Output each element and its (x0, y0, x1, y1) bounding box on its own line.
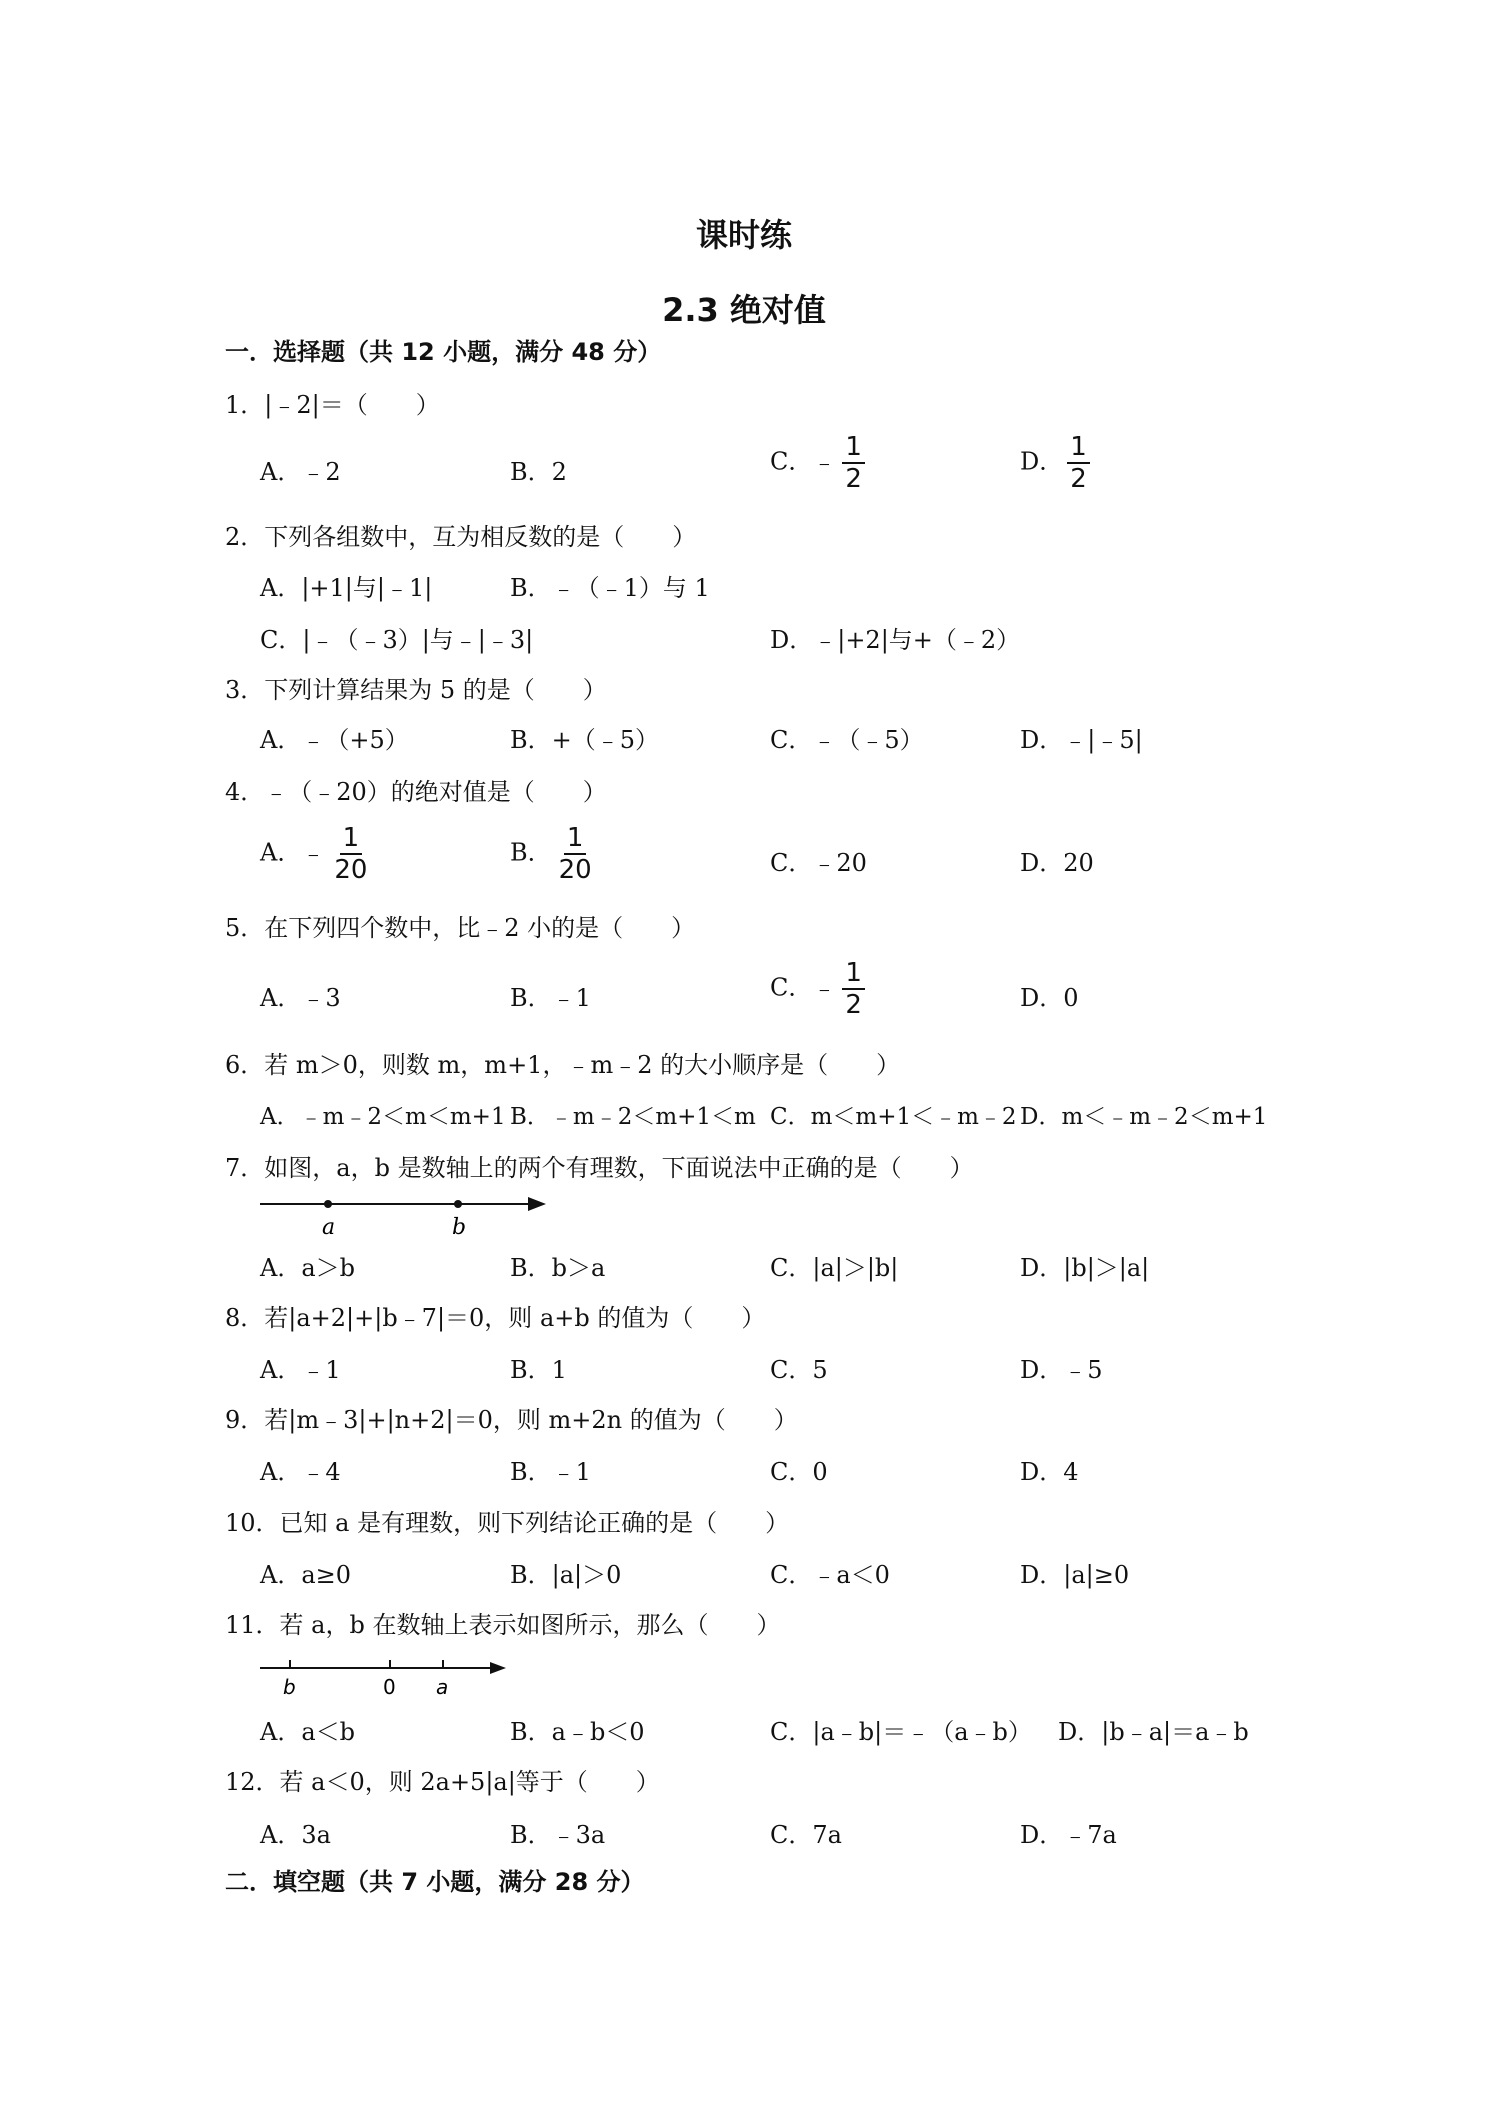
denominator: 2 (1070, 464, 1087, 494)
denominator: 20 (558, 855, 592, 885)
question-7-stem: 7．如图，a，b 是数轴上的两个有理数，下面说法中正确的是（ ） (225, 1154, 974, 1182)
question-9-stem: 9．若|m﹣3|+|n+2|＝0，则 m+2n 的值为（ ） (225, 1406, 798, 1434)
question-2-option-b: B．﹣（﹣1）与 1 (510, 574, 710, 602)
question-11-option-c: C．|a﹣b|＝﹣（a﹣b） (770, 1718, 1032, 1746)
question-4-option-a (260, 823, 370, 885)
minus-sign: ﹣ (301, 838, 326, 867)
question-4-option-d: D．20 (1020, 849, 1094, 877)
denominator: 2 (845, 990, 862, 1020)
question-8-option-b: B．1 (510, 1356, 567, 1384)
question-7-option-d: D．|b|＞|a| (1020, 1254, 1150, 1282)
lesson-title: 2.3 绝对值 (662, 291, 826, 329)
question-10-option-d: D．|a|≥0 (1020, 1561, 1130, 1589)
question-12-option-c: C．7a (770, 1821, 842, 1849)
question-9-option-a: A．﹣4 (260, 1458, 341, 1486)
fraction (331, 823, 370, 885)
question-3-stem: 3．下列计算结果为 5 的是（ ） (225, 676, 607, 704)
question-2-stem: 2．下列各组数中，互为相反数的是（ ） (225, 523, 697, 551)
section-heading-fill-in: 二．填空题（共 7 小题，满分 28 分） (225, 1868, 645, 1896)
question-2-option-a: A．|+1|与|﹣1| (260, 574, 433, 602)
question-11-stem: 11．若 a，b 在数轴上表示如图所示，那么（ ） (225, 1611, 781, 1639)
question-1-option-b: B．2 (510, 458, 567, 486)
question-3-option-c: C．﹣（﹣5） (770, 726, 924, 754)
question-4-option-c: C．﹣20 (770, 849, 867, 877)
point-b-dot (454, 1200, 462, 1208)
question-4-stem: 4．﹣（﹣20）的绝对值是（ ） (225, 778, 607, 806)
question-8-stem: 8．若|a+2|+|b﹣7|＝0，则 a+b 的值为（ ） (225, 1304, 766, 1332)
denominator: 20 (334, 855, 368, 885)
fraction (1067, 432, 1090, 494)
question-3-option-a: A．﹣（+5） (260, 726, 409, 754)
numerator: 1 (1067, 432, 1090, 464)
fraction (842, 432, 865, 494)
question-11-option-b: B．a﹣b＜0 (510, 1718, 645, 1746)
point-b-label: b (452, 1215, 467, 1240)
fraction (556, 823, 595, 885)
numerator: 1 (842, 958, 865, 990)
section-heading-multiple-choice: 一．选择题（共 12 小题，满分 48 分） (225, 338, 662, 366)
question-5-option-b: B．﹣1 (510, 984, 591, 1012)
question-8-option-c: C．5 (770, 1356, 828, 1384)
question-6-option-a: A．﹣m﹣2＜m＜m+1 (260, 1104, 506, 1130)
question-12-option-d: D．﹣7a (1020, 1821, 1117, 1849)
numerator: 1 (564, 823, 587, 855)
question-11-option-a: A．a＜b (260, 1718, 356, 1746)
question-9-option-b: B．﹣1 (510, 1458, 591, 1486)
number-line-figure-q11 (258, 1654, 508, 1704)
point-b-label: b (283, 1675, 296, 1699)
question-5-stem: 5．在下列四个数中，比﹣2 小的是（ ） (225, 914, 696, 942)
point-a-dot (324, 1200, 332, 1208)
question-4-option-b (510, 823, 595, 885)
zero-label: 0 (383, 1675, 396, 1699)
question-11-option-d: D．|b﹣a|＝a﹣b (1058, 1718, 1249, 1746)
option-label: B． (510, 838, 552, 867)
numerator: 1 (340, 823, 363, 855)
question-6-option-c: C．m＜m+1＜﹣m﹣2 (770, 1104, 1017, 1130)
arrow-head-icon (490, 1662, 506, 1674)
question-9-option-d: D．4 (1020, 1458, 1079, 1486)
option-label: C． (770, 973, 813, 1002)
question-10-stem: 10．已知 a 是有理数，则下列结论正确的是（ ） (225, 1509, 790, 1537)
point-a-label: a (322, 1215, 336, 1240)
question-12-option-b: B．﹣3a (510, 1821, 606, 1849)
minus-sign: ﹣ (812, 447, 837, 476)
question-7-option-a: A．a＞b (260, 1254, 356, 1282)
option-label: A． (260, 838, 302, 867)
question-1-option-c (770, 432, 865, 494)
question-8-option-a: A．﹣1 (260, 1356, 341, 1384)
question-10-option-b: B．|a|＞0 (510, 1561, 622, 1589)
arrow-head-icon (528, 1197, 546, 1211)
question-3-option-d: D．﹣|﹣5| (1020, 726, 1143, 754)
question-6-option-d: D．m＜﹣m﹣2＜m+1 (1020, 1104, 1268, 1130)
question-5-option-c (770, 958, 865, 1020)
fraction (842, 958, 865, 1020)
question-10-option-c: C．﹣a＜0 (770, 1561, 890, 1589)
question-9-option-c: C．0 (770, 1458, 828, 1486)
denominator: 2 (845, 464, 862, 494)
question-8-option-d: D．﹣5 (1020, 1356, 1103, 1384)
question-1-option-a: A．﹣2 (260, 458, 341, 486)
question-10-option-a: A．a≥0 (260, 1561, 352, 1589)
option-label: D． (1020, 447, 1064, 476)
question-7-option-b: B．b＞a (510, 1254, 606, 1282)
question-5-option-a: A．﹣3 (260, 984, 341, 1012)
worksheet-title: 课时练 (695, 216, 792, 254)
numerator: 1 (842, 432, 865, 464)
point-a-label: a (436, 1675, 449, 1699)
option-label: C． (770, 447, 813, 476)
number-line-figure-q7 (258, 1186, 548, 1242)
minus-sign: ﹣ (812, 973, 837, 1002)
question-12-stem: 12．若 a＜0，则 2a+5|a|等于（ ） (225, 1768, 660, 1796)
question-12-option-a: A．3a (260, 1821, 331, 1849)
question-1-option-d (1020, 432, 1090, 494)
question-6-stem: 6．若 m＞0，则数 m，m+1，﹣m﹣2 的大小顺序是（ ） (225, 1051, 901, 1079)
question-6-option-b: B．﹣m﹣2＜m+1＜m (510, 1104, 756, 1130)
question-2-option-c: C．|﹣（﹣3）|与﹣|﹣3| (260, 626, 534, 654)
question-3-option-b: B．+（﹣5） (510, 726, 660, 754)
question-1-stem: 1．|﹣2|＝（ ） (225, 391, 440, 419)
question-7-option-c: C．|a|＞|b| (770, 1254, 899, 1282)
question-2-option-d: D．﹣|+2|与+（﹣2） (770, 626, 1021, 654)
question-5-option-d: D．0 (1020, 984, 1079, 1012)
